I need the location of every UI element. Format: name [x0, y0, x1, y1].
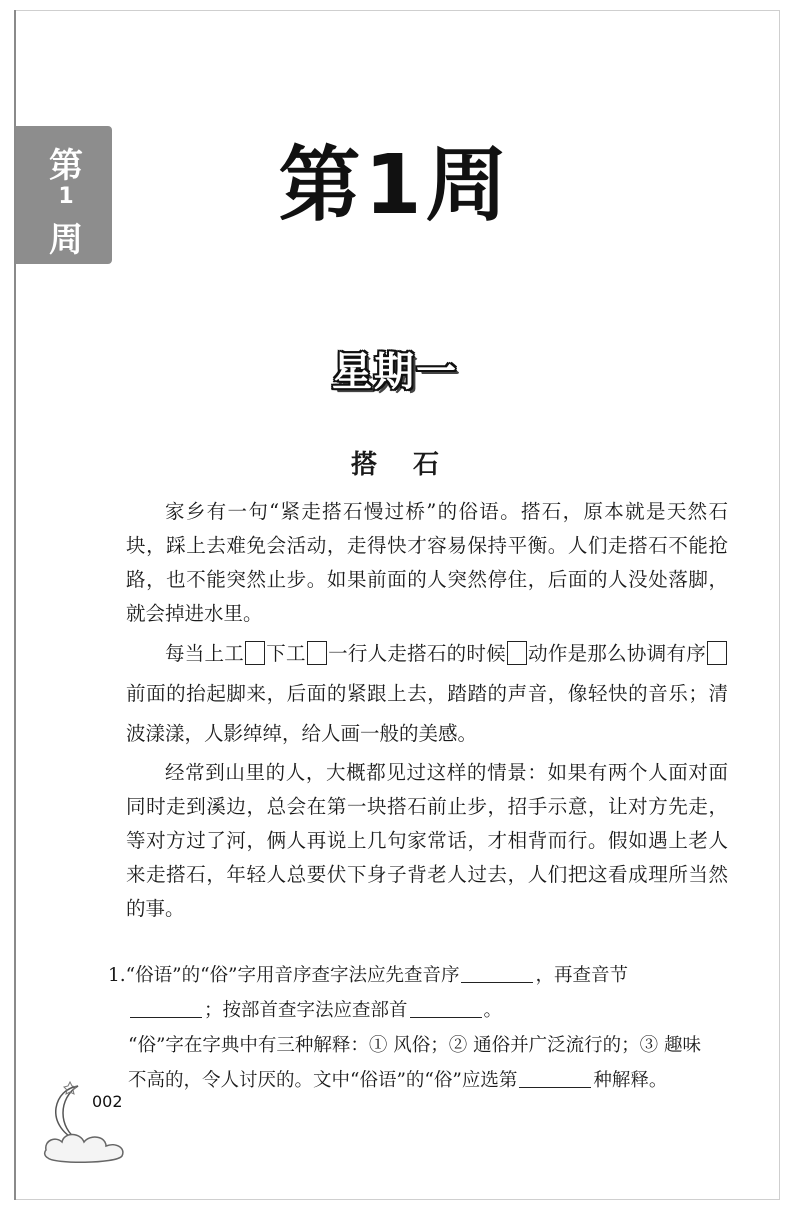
question-1-line-2 — [108, 993, 728, 1028]
answer-blank-bushou[interactable] — [410, 997, 482, 1018]
side-tab-line1: 第 — [49, 146, 83, 186]
question-1-line-3: “俗”字在字典中有三种解释：① 风俗；② 通俗并广泛流行的；③ 趣味 — [128, 1035, 702, 1056]
p2-text-b: 下工 — [266, 642, 306, 665]
p2-text-d: 动作是那么协调有序 — [527, 642, 706, 665]
q1-text-d: 。 — [483, 1000, 503, 1021]
question-1-line-1 — [108, 958, 728, 993]
punctuation-box-3[interactable] — [507, 641, 527, 665]
moon-cloud-icon — [40, 1076, 150, 1166]
p2-text-e: 前面的抬起脚来，后面的紧跟上去，踏踏的声音，像轻快的音乐；清波漾漾，人影绰绰，给人画一般的美感。 — [126, 682, 728, 745]
article-title: 搭石 — [350, 450, 475, 480]
paragraph-2 — [126, 634, 728, 754]
answer-blank-yinjie[interactable] — [130, 997, 202, 1018]
question-1-line-4 — [108, 1063, 728, 1098]
punctuation-box-2[interactable] — [307, 641, 327, 665]
punctuation-box-1[interactable] — [245, 641, 265, 665]
q1-text-c: ；按部首查字法应查部首 — [204, 1000, 408, 1021]
side-tab-line2: 1 — [58, 184, 74, 209]
page-number: 002 — [92, 1092, 123, 1111]
q1-text-g: 种解释。 — [593, 1070, 668, 1091]
side-tab-line3: 周 — [49, 220, 83, 260]
punctuation-box-4[interactable] — [707, 641, 727, 665]
question-1 — [108, 958, 728, 1098]
p2-text-c: 一行人走搭石的时候 — [327, 642, 506, 665]
q1-text-a: 1.“俗语”的“俗”字用音序查字法应先查音序 — [108, 965, 460, 986]
paragraph-1: 家乡有一句“紧走搭石慢过桥”的俗语。搭石，原本就是天然石块，踩上去难免会活动，走得快才容易保持平衡。人们走搭石不能抢路，也不能突然止步。如果前面的人突然停住，后面的人没处落脚，就会掉进水里。 — [126, 500, 728, 625]
week-title: 第1周 — [278, 138, 512, 233]
answer-blank-jieshi[interactable] — [519, 1067, 591, 1088]
q1-text-f: 不高的，令人讨厌的。文中“俗语”的“俗”应选第 — [128, 1070, 518, 1091]
day-title: 星期一 — [332, 349, 458, 395]
answer-blank-yinxu[interactable] — [461, 962, 533, 983]
q1-text-b: ，再查音节 — [535, 965, 628, 986]
p2-text-a: 每当上工 — [165, 642, 245, 665]
paragraph-3: 经常到山里的人，大概都见过这样的情景：如果有两个人面对面同时走到溪边，总会在第一块搭石前止步，招手示意，让对方先走，等对方过了河，俩人再说上几句家常话，才相背而行。假如遇上老人来走搭石，年轻人总要伏下身子背老人过去，人们把这看成理所当然的事。 — [126, 761, 728, 920]
